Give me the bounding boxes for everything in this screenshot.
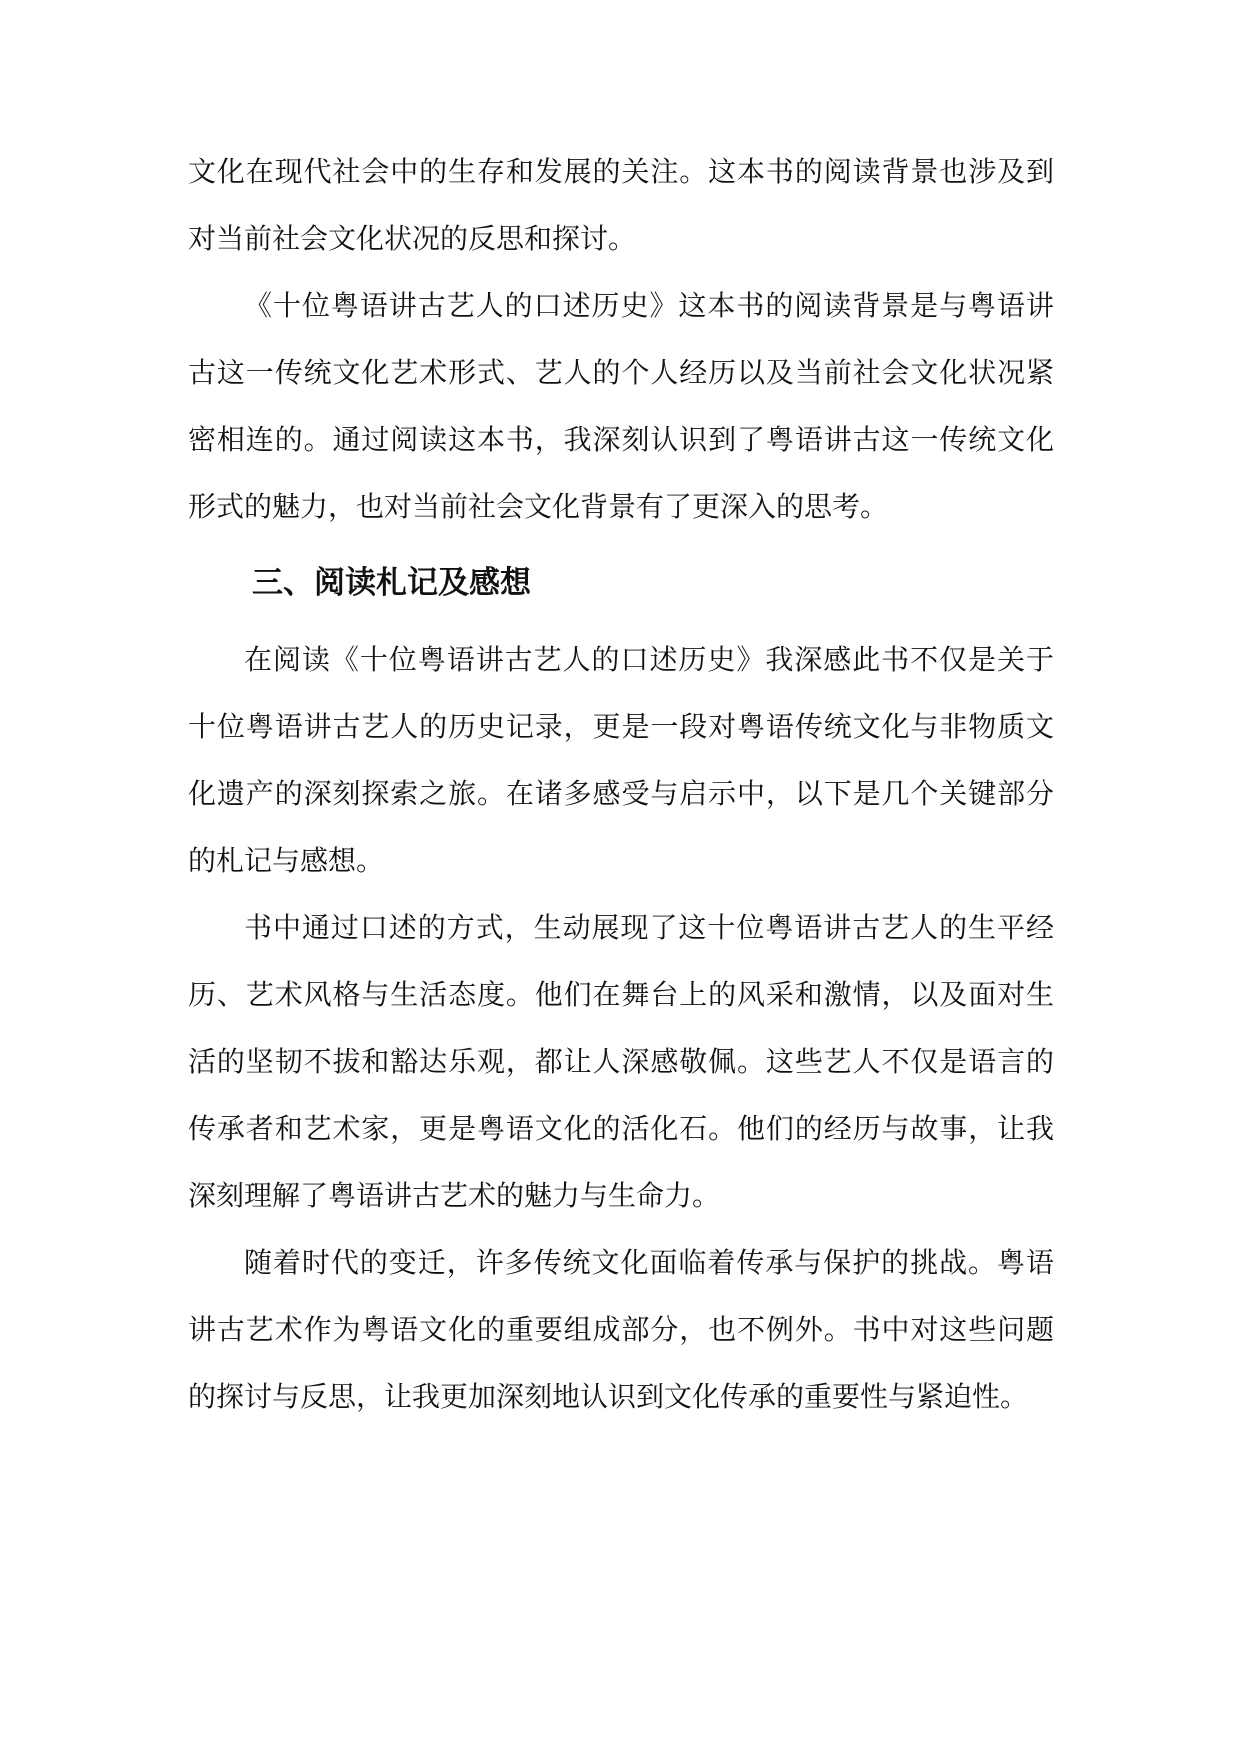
paragraph-continuation: 文化在现代社会中的生存和发展的关注。这本书的阅读背景也涉及到对当前社会文化状况的反思和探讨。 <box>188 155 1054 255</box>
section-heading: 三、阅读札记及感想 <box>252 565 531 601</box>
document-page <box>188 138 1054 1430</box>
paragraph-artists-lives: 书中通过口述的方式，生动展现了这十位粤语讲古艺人的生平经历、艺术风格与生活态度。他们在舞台上的风采和激情，以及面对生活的坚韧不拔和豁达乐观，都让人深感敬佩。这些艺人不仅是语言的传承者和艺术家，更是粤语文化的活化石。他们的经历与故事，让我深刻理解了粤语讲古艺术的魅力与生命力。 <box>188 911 1054 1212</box>
paragraph-reading-background: 《十位粤语讲古艺人的口述历史》这本书的阅读背景是与粤语讲古这一传统文化艺术形式、艺人的个人经历以及当前社会文化状况紧密相连的。通过阅读这本书，我深刻认识到了粤语讲古这一传统文化形式的魅力，也对当前社会文化背景有了更深入的思考。 <box>188 289 1054 523</box>
paragraph-cultural-heritage: 随着时代的变迁，许多传统文化面临着传承与保护的挑战。粤语讲古艺术作为粤语文化的重要组成部分，也不例外。书中对这些问题的探讨与反思，让我更加深刻地认识到文化传承的重要性与紧迫性。 <box>188 1246 1054 1413</box>
paragraph-intro-notes: 在阅读《十位粤语讲古艺人的口述历史》我深感此书不仅是关于十位粤语讲古艺人的历史记录，更是一段对粤语传统文化与非物质文化遗产的深刻探索之旅。在诸多感受与启示中，以下是几个关键部分的札记与感想。 <box>188 643 1054 877</box>
